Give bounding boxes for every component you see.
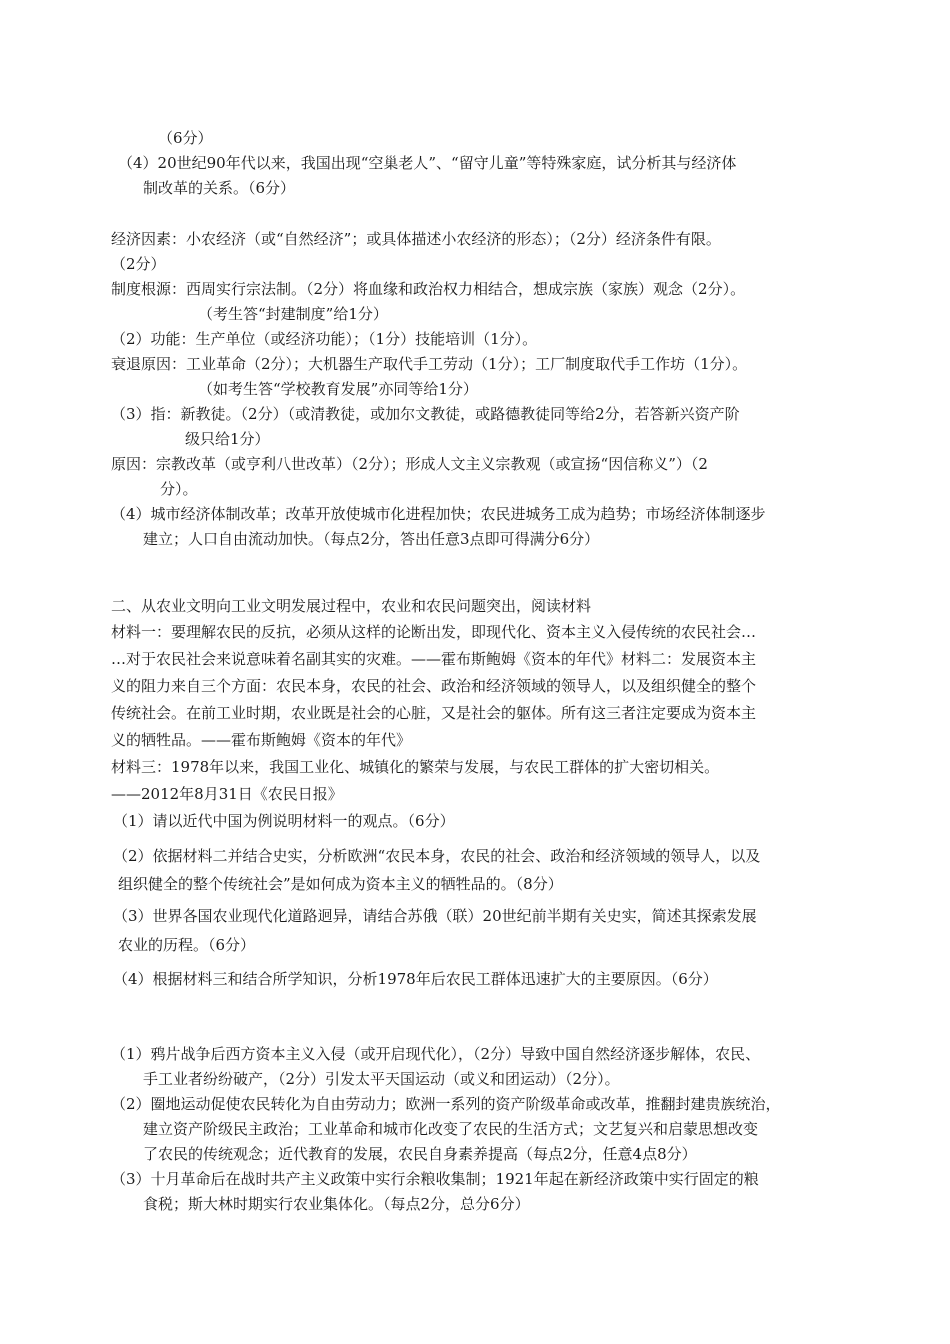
text-line: 传统社会。在前工业时期，农业既是社会的心脏，又是社会的躯体。所有这三者注定要成为资本主	[111, 704, 757, 722]
text-line: 手工业者纷纷破产，（2分）引发太平天国运动（或义和团运动）（2分）。	[143, 1070, 620, 1088]
text-line: 衰退原因：工业革命（2分）；大机器生产取代手工劳动（1分）；工厂制度取代手工作坊（1分）。	[111, 355, 748, 373]
text-line: 建立；人口自由流动加快。（每点2分，答出任意3点即可得满分6分）	[143, 530, 600, 548]
text-line: （2）功能：生产单位（或经济功能）；（1分）技能培训（1分）。	[111, 330, 538, 348]
text-line: 制改革的关系。（6分）	[143, 179, 296, 197]
text-line: 二、从农业文明向工业文明发展过程中，农业和农民问题突出，阅读材料	[111, 597, 592, 615]
text-line: （考生答“封建制度”给1分）	[198, 305, 388, 323]
text-line: 义的牺牲品。——霍布斯鲍姆《资本的年代》	[111, 731, 412, 749]
text-line: 材料一：要理解农民的反抗，必须从这样的论断出发，即现代化、资本主义入侵传统的农民社会…	[111, 623, 757, 641]
text-line: （2）圈地运动促使农民转化为自由劳动力；欧洲一系列的资产阶级革命或改革，推翻封建贵族统治，	[111, 1095, 781, 1113]
text-line: 农业的历程。（6分）	[118, 936, 256, 954]
text-line: 制度根源：西周实行宗法制。（2分）将血缘和政治权力相结合，想成宗族（家族）观念（2分）。	[111, 280, 746, 298]
text-line: （1）鸦片战争后西方资本主义入侵（或开启现代化），（2分）导致中国自然经济逐步解体，农民、	[111, 1045, 761, 1063]
text-line: …对于农民社会来说意味着名副其实的灾难。——霍布斯鲍姆《资本的年代》材料二：发展资本主	[111, 650, 757, 668]
text-line: ——2012年8月31日《农民日报》	[111, 785, 343, 803]
text-line: 经济因素：小农经济（或“自然经济”；或具体描述小农经济的形态）；（2分）经济条件有限。	[111, 230, 721, 248]
text-line: （3）指：新教徒。（2分）（或清教徒，或加尔文教徒，或路德教徒同等给2分，若答新兴资产阶	[111, 405, 740, 423]
text-line: 原因：宗教改革（或亨利八世改革）（2分）；形成人文主义宗教观（或宣扬“因信称义”）（2	[111, 455, 708, 473]
text-line: 级只给1分）	[185, 430, 270, 448]
text-line: 分）。	[160, 480, 198, 498]
text-line: 组织健全的整个传统社会”是如何成为资本主义的牺牲品的。（8分）	[118, 875, 563, 893]
text-line: 材料三：1978年以来，我国工业化、城镇化的繁荣与发展，与农民工群体的扩大密切相关。	[111, 758, 720, 776]
text-line: （4）根据材料三和结合所学知识，分析1978年后农民工群体迅速扩大的主要原因。（6分）	[113, 970, 718, 988]
text-line: （1）请以近代中国为例说明材料一的观点。（6分）	[113, 812, 455, 830]
text-line: （4）20世纪90年代以来，我国出现“空巢老人”、“留守儿童”等特殊家庭，试分析其与经济体	[118, 154, 737, 172]
text-line: （3）十月革命后在战时共产主义政策中实行余粮收集制；1921年起在新经济政策中实行固定的粮	[111, 1170, 759, 1188]
text-line: （6分）	[158, 129, 213, 147]
text-line: （如考生答“学校教育发展”亦同等给1分）	[198, 380, 478, 398]
text-line: 了农民的传统观念；近代教育的发展，农民自身素养提高（每点2分，任意4点8分）	[143, 1145, 697, 1163]
text-line: （2）依据材料二并结合史实，分析欧洲“农民本身，农民的社会、政治和经济领域的领导人，以及	[113, 847, 761, 865]
text-line: （3）世界各国农业现代化道路迥异，请结合苏俄（联）20世纪前半期有关史实，简述其探索发展	[113, 907, 757, 925]
text-line: （2分）	[111, 255, 166, 273]
text-line: 建立资产阶级民主政治；工业革命和城市化改变了农民的生活方式；文艺复兴和启蒙思想改变	[143, 1120, 759, 1138]
text-line: 义的阻力来自三个方面：农民本身，农民的社会、政治和经济领域的领导人，以及组织健全的整个	[111, 677, 757, 695]
text-line: 食税；斯大林时期实行农业集体化。（每点2分，总分6分）	[143, 1195, 530, 1213]
text-line: （4）城市经济体制改革；改革开放使城市化进程加快；农民进城务工成为趋势；市场经济体制逐步	[111, 505, 766, 523]
